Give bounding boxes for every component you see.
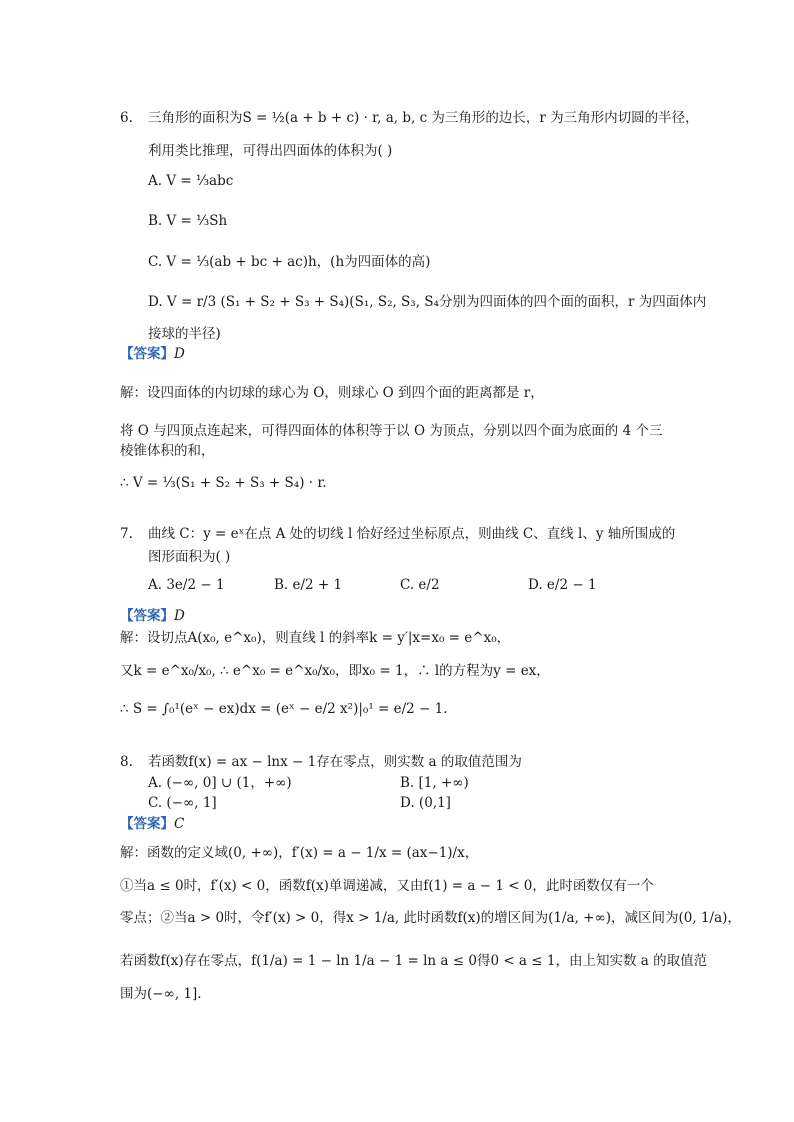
q7-solution-line2: 又k = e^x₀/x₀, ∴ e^x₀ = e^x₀/x₀，即x₀ = 1，∴ l的方程为y = ex， (120, 663, 550, 679)
q8-stem: 若函数f(x) = ax − lnx − 1存在零点，则实数 a 的取值范围为 (148, 754, 522, 770)
q6-option-d-line1: D. V = r/3 (S₁ + S₂ + S₃ + S₄)(S₁, S₂, S₃, S₄分别为四面体的四个面的面积，r 为四面体内 (148, 294, 707, 310)
q8-solution-line4: 若函数f(x)存在零点，f(1/a) = 1 − ln 1/a − 1 = ln a ≤ 0得0 < a ≤ 1，由上知实数 a 的取值范 (120, 953, 708, 969)
q7-option-d: D. e/2 − 1 (528, 577, 597, 593)
q7-stem-line2: 图形面积为( ) (148, 549, 231, 565)
q8-solution-line3: 零点；②当a > 0时，令f′(x) > 0，得x > 1/a, 此时函数f(x)的增区间为(1/a, +∞)，减区间为(0, 1/a)， (120, 910, 741, 926)
q8-answer-label: 【答案】 (120, 816, 174, 832)
q6-answer: D (174, 346, 185, 362)
q6-stem-line2: 利用类比推理，可得出四面体的体积为( ) (148, 143, 393, 159)
q7-option-c: C. e/2 (400, 577, 440, 593)
q8-solution-line5: 围为(−∞, 1]. (120, 986, 202, 1002)
q8-option-d: D. (0,1] (400, 795, 451, 811)
q8-answer: C (174, 816, 185, 832)
q7-number: 7. (120, 526, 133, 542)
q6-answer-label: 【答案】 (120, 346, 174, 362)
q6-option-b: B. V = ⅓Sh (148, 213, 228, 229)
q7-solution-line3: ∴ S = ∫₀¹(eˣ − ex)dx = (eˣ − e/2 x²)|₀¹ = e/2 − 1. (120, 701, 448, 717)
q8-option-b: B. [1, +∞) (400, 775, 469, 791)
q7-stem-line1: 曲线 C：y = eˣ在点 A 处的切线 l 恰好经过坐标原点，则曲线 C、直线 l、y 轴所围成的 (148, 526, 676, 542)
q6-solution-line1: 解：设四面体的内切球的球心为 O，则球心 O 到四个面的距离都是 r， (120, 385, 544, 401)
q6-number: 6. (120, 110, 133, 126)
q6-option-c: C. V = ⅓(ab + bc + ac)h，(h为四面体的高) (148, 254, 431, 270)
q6-solution-line4: ∴ V = ⅓(S₁ + S₂ + S₃ + S₄) · r. (120, 475, 327, 491)
q8-solution-line1: 解：函数的定义域(0, +∞)，f′(x) = a − 1/x = (ax−1)/x， (120, 845, 479, 861)
q8-solution-line2: ①当a ≤ 0时，f′(x) < 0，函数f(x)单调递减，又由f(1) = a − 1 < 0，此时函数仅有一个 (120, 878, 654, 894)
q7-answer-label: 【答案】 (120, 608, 174, 624)
q8-option-c: C. (−∞, 1] (148, 795, 217, 811)
q6-solution-line3: 棱锥体积的和， (120, 443, 215, 459)
q7-solution-line1: 解：设切点A(x₀, e^x₀)，则直线 l 的斜率k = y′|x=x₀ = e^x₀， (120, 630, 511, 646)
q8-option-a: A. (−∞, 0] ∪ (1，+∞) (148, 775, 292, 791)
q6-option-a: A. V = ⅓abc (148, 173, 234, 189)
q7-answer: D (174, 608, 185, 624)
q7-option-a: A. 3e/2 − 1 (148, 577, 225, 593)
q6-solution-line2: 将 O 与四顶点连起来，可得四面体的体积等于以 O 为顶点，分别以四个面为底面的 4 个三 (120, 423, 663, 439)
q6-stem-line1: 三角形的面积为S = ½(a + b + c) · r, a, b, c 为三角形的边长，r 为三角形内切圆的半径， (148, 110, 699, 126)
q8-number: 8. (120, 754, 133, 770)
q6-option-d-line2: 接球的半径) (148, 326, 221, 342)
q7-option-b: B. e/2 + 1 (274, 577, 343, 593)
